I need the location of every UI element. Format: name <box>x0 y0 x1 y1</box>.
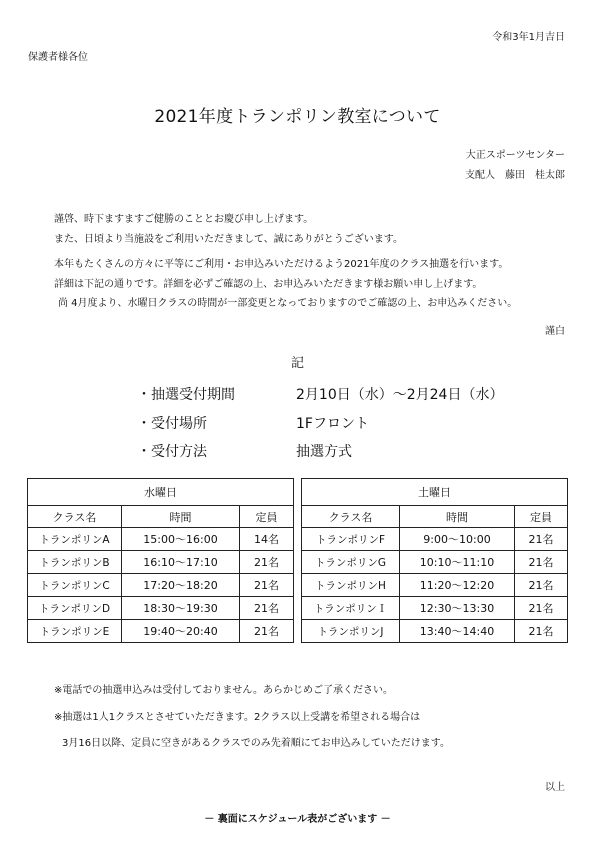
table-row <box>302 620 568 643</box>
saturday-schedule-table <box>301 478 568 643</box>
document-date: 令和3年1月吉日 <box>492 32 565 43</box>
class-name: トランポリンD <box>28 597 122 620</box>
class-name: トランポリンA <box>28 528 122 551</box>
class-capacity: 21名 <box>515 620 568 643</box>
class-capacity: 21名 <box>240 574 294 597</box>
table-row <box>302 574 568 597</box>
page-title: 2021年度トランポリン教室について <box>154 107 441 127</box>
class-name: トランポリンC <box>28 574 122 597</box>
table-row <box>302 597 568 620</box>
body-line-2: 詳細は下記の通りです。詳細を必ずご確認の上、お申込みいただきます様お願い申し上げます。 <box>54 279 483 290</box>
class-name: トランポリンH <box>302 574 400 597</box>
note-1: ※電話での抽選申込みは受付しておりません。あらかじめご了承ください。 <box>54 685 393 696</box>
class-time: 16:10～17:10 <box>122 551 240 574</box>
column-header-time: 時間 <box>122 506 240 528</box>
detail-label-period: ・抽選受付期間 <box>137 387 235 403</box>
column-header-capacity: 定員 <box>240 506 294 528</box>
table-row <box>28 597 294 620</box>
class-time: 13:40～14:40 <box>400 620 515 643</box>
class-time: 9:00～10:00 <box>400 528 515 551</box>
end-ijou: 以上 <box>545 782 565 793</box>
class-capacity: 21名 <box>240 620 294 643</box>
class-time: 19:40～20:40 <box>122 620 240 643</box>
class-capacity: 21名 <box>515 528 568 551</box>
column-header-capacity: 定員 <box>515 506 568 528</box>
class-name: トランポリンE <box>28 620 122 643</box>
detail-label-place: ・受付場所 <box>137 416 207 432</box>
table-row <box>28 574 294 597</box>
class-name: トランポリンG <box>302 551 400 574</box>
footer-note: － 裏面にスケジュール表がございます － <box>204 814 391 825</box>
sender-manager: 支配人 藤田 桂太郎 <box>465 170 565 181</box>
table-row <box>28 551 294 574</box>
column-header-class: クラス名 <box>302 506 400 528</box>
detail-value-method: 抽選方式 <box>296 444 352 460</box>
class-capacity: 21名 <box>515 574 568 597</box>
recipient: 保護者様各位 <box>28 52 88 63</box>
class-time: 12:30～13:30 <box>400 597 515 620</box>
class-time: 10:10～11:10 <box>400 551 515 574</box>
table-row <box>28 620 294 643</box>
class-time: 18:30～19:30 <box>122 597 240 620</box>
closing-kinpaku: 謹白 <box>545 326 565 337</box>
body-line-3: 尚 4月度より、水曜日クラスの時間が一部変更となっておりますのでご確認の上、お申込みください。 <box>58 298 518 309</box>
class-time: 17:20～18:20 <box>122 574 240 597</box>
column-header-class: クラス名 <box>28 506 122 528</box>
body-line-1: 本年もたくさんの方々に平等にご利用・お申込みいただけるよう2021年度のクラス抽選を行います。 <box>54 259 509 270</box>
class-name: トランポリンＩ <box>302 597 400 620</box>
greeting-line-1: 謹啓、時下ますますご健勝のこととお慶び申し上げます。 <box>54 214 314 225</box>
detail-value-place: 1Fフロント <box>296 416 369 432</box>
class-capacity: 21名 <box>240 597 294 620</box>
table-row <box>302 528 568 551</box>
column-header-time: 時間 <box>400 506 515 528</box>
day-header-wednesday: 水曜日 <box>28 479 294 506</box>
class-name: トランポリンF <box>302 528 400 551</box>
class-capacity: 21名 <box>515 597 568 620</box>
class-capacity: 21名 <box>240 551 294 574</box>
class-time: 15:00～16:00 <box>122 528 240 551</box>
class-time: 11:20～12:20 <box>400 574 515 597</box>
day-header-saturday: 土曜日 <box>302 479 568 506</box>
class-name: トランポリンJ <box>302 620 400 643</box>
detail-label-method: ・受付方法 <box>137 444 207 460</box>
greeting-line-2: また、日頃より当施設をご利用いただきまして、誠にありがとうございます。 <box>54 234 403 245</box>
sender-organization: 大正スポーツセンター <box>465 150 565 161</box>
class-name: トランポリンB <box>28 551 122 574</box>
class-capacity: 21名 <box>515 551 568 574</box>
class-capacity: 14名 <box>240 528 294 551</box>
table-row <box>28 528 294 551</box>
note-3: 3月16日以降、定員に空きがあるクラスでのみ先着順にてお申込みしていただけます。 <box>62 738 450 749</box>
wednesday-schedule-table <box>27 478 294 643</box>
note-2: ※抽選は1人1クラスとさせていただきます。2クラス以上受講を希望される場合は <box>54 712 421 723</box>
table-row <box>302 551 568 574</box>
detail-value-period: 2月10日（水）～2月24日（水） <box>296 387 504 403</box>
ki-heading: 記 <box>290 356 304 371</box>
